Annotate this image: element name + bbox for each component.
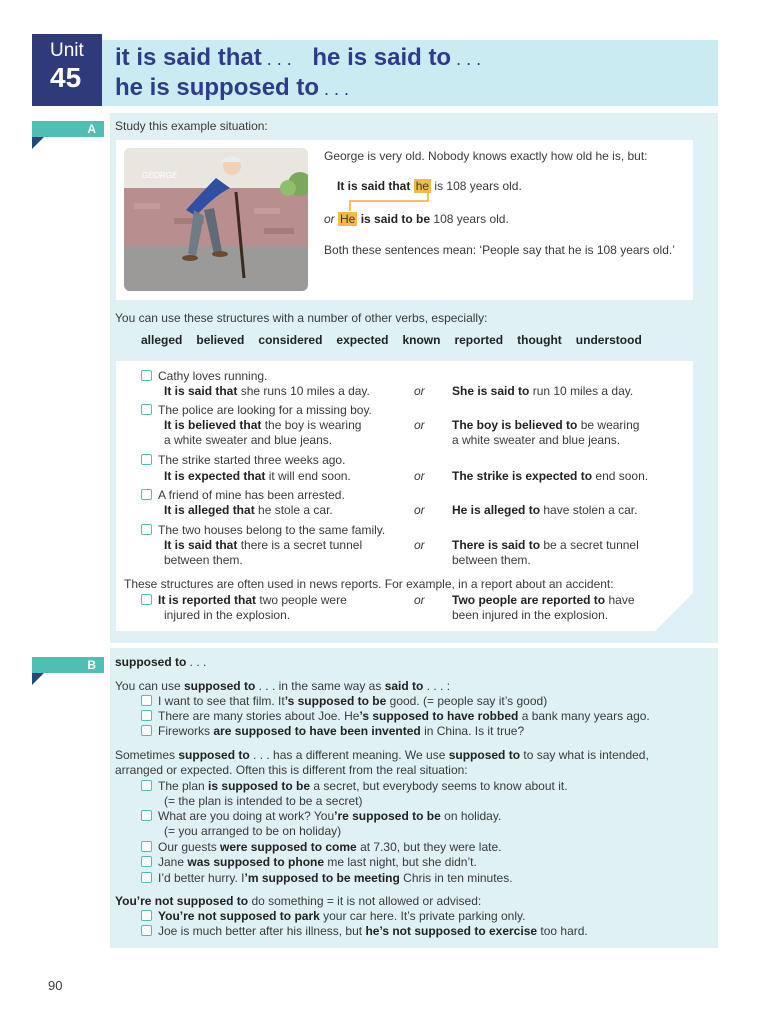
- b2-item: [141, 855, 477, 870]
- p2-d: supposed to: [448, 748, 521, 762]
- context-text: The two houses belong to the same family.: [158, 523, 386, 537]
- verbs-intro: You can use these structures with a number of other verbs, especially:: [115, 311, 488, 325]
- left-rest: it will end soon.: [268, 469, 351, 483]
- ex2-highlight: He: [340, 212, 356, 226]
- unit-label: Unit: [50, 40, 84, 61]
- section-a-letter: A: [87, 122, 96, 136]
- item-c: me last night, but she didn’t.: [324, 855, 477, 869]
- page-title-line1: [115, 44, 481, 72]
- bullet-icon: [141, 925, 152, 936]
- item-c: in China. Is it true?: [420, 724, 525, 738]
- example-row: [141, 369, 267, 384]
- both-mean-text: Both these sentences mean: ‘People say that he is 108 years old.’: [324, 243, 675, 257]
- right-line2: a white sweater and blue jeans.: [452, 433, 621, 447]
- or-word: or: [414, 418, 425, 432]
- left-bold: It is expected that: [164, 469, 266, 483]
- example-left: [164, 538, 362, 553]
- page-number: 90: [48, 978, 63, 993]
- bullet-icon: [141, 594, 152, 605]
- p2-a: Sometimes: [115, 748, 179, 762]
- example-row: [141, 453, 345, 468]
- example-left: [164, 469, 351, 484]
- bullet-icon: [141, 695, 152, 706]
- right-line2: between them.: [452, 553, 531, 567]
- item-b: ’re supposed to be: [334, 809, 441, 823]
- left-line2: injured in the explosion.: [164, 608, 291, 622]
- corner-fold: [655, 593, 695, 633]
- right-rest: end soon.: [595, 469, 649, 483]
- item-c: a bank many years ago.: [518, 709, 650, 723]
- news-example-left: [141, 593, 347, 608]
- right-bold: Two people are reported to: [452, 593, 606, 607]
- title-part-1: it is said that: [115, 44, 262, 71]
- item-a: Jane: [158, 855, 188, 869]
- b-paragraph-2: [115, 748, 649, 763]
- verb-alleged: alleged: [141, 333, 183, 347]
- left-bold: It is reported that: [158, 593, 257, 607]
- or-word: or: [414, 538, 425, 552]
- context-text: A friend of mine has been arrested.: [158, 488, 345, 502]
- verb-considered: considered: [258, 333, 323, 347]
- verbs-list: [141, 333, 656, 348]
- bullet-icon: [141, 725, 152, 736]
- verb-reported: reported: [454, 333, 504, 347]
- george-illustration: [124, 148, 308, 291]
- title-dots-1: . . .: [261, 49, 292, 69]
- example-row: [141, 488, 345, 503]
- right-rest: be wearing: [580, 418, 640, 432]
- p1-b: supposed to: [183, 679, 256, 693]
- example-left: [164, 384, 370, 399]
- connector-line: [340, 193, 440, 213]
- or-word: or: [414, 503, 425, 517]
- bullet-icon: [141, 404, 152, 415]
- bullet-icon: [141, 910, 152, 921]
- example-right: [452, 538, 639, 553]
- news-intro: These structures are often used in news reports. For example, in a report about an accident:: [124, 577, 614, 591]
- bullet-icon: [141, 489, 152, 500]
- or-word: or: [414, 593, 425, 607]
- item-a: The plan: [158, 779, 209, 793]
- example-he-is-said: [324, 212, 509, 227]
- bullet-icon: [141, 710, 152, 721]
- right-rest: be a secret tunnel: [543, 538, 639, 552]
- verb-known: known: [402, 333, 441, 347]
- item-a: There are many stories about Joe. He: [158, 709, 360, 723]
- left-rest: she runs 10 miles a day.: [240, 384, 370, 398]
- p1-e: . . . :: [423, 679, 451, 693]
- right-bold: There is said to: [452, 538, 541, 552]
- section-b-heading: [115, 655, 206, 670]
- example-row: [141, 403, 372, 418]
- right-bold: The boy is believed to: [452, 418, 578, 432]
- item-c: Chris in ten minutes.: [399, 871, 513, 885]
- heading-dots: . . .: [186, 655, 207, 669]
- item-b: were supposed to come: [220, 840, 357, 854]
- left-bold: It is said that: [164, 384, 238, 398]
- or-word: or: [414, 469, 425, 483]
- b3-item: [141, 924, 588, 939]
- context-text: The strike started three weeks ago.: [158, 453, 346, 467]
- old-man-picture: [124, 148, 308, 291]
- right-rest: have stolen a car.: [543, 503, 638, 517]
- right-line2: been injured in the explosion.: [452, 608, 609, 622]
- item-b: ’m supposed to be meeting: [244, 871, 400, 885]
- example-right: [452, 503, 637, 518]
- title-dots-2: . . .: [451, 49, 482, 69]
- example-row: [141, 523, 385, 538]
- left-bold: It is believed that: [164, 418, 262, 432]
- bullet-icon: [141, 524, 152, 535]
- b2-item: [141, 871, 513, 886]
- unit-number: 45: [50, 62, 82, 93]
- verb-believed: believed: [196, 333, 245, 347]
- example-left: [164, 503, 333, 518]
- p3-a: You’re not supposed to: [115, 894, 249, 908]
- left-bold: It is alleged that: [164, 503, 255, 517]
- section-a-tab: [32, 121, 104, 137]
- right-rest: have: [608, 593, 635, 607]
- bullet-icon: [141, 780, 152, 791]
- bullet-icon: [141, 841, 152, 852]
- item-c: good. (= people say it’s good): [386, 694, 548, 708]
- bullet-icon: [141, 454, 152, 465]
- george-label: GEORGE: [142, 171, 178, 180]
- ex1-bold: It is said that: [337, 179, 411, 193]
- ex2-bold: is said to be: [360, 212, 431, 226]
- bullet-icon: [141, 872, 152, 883]
- item-b: ’s supposed to be: [284, 694, 387, 708]
- situation-text: George is very old. Nobody knows exactly how old he is, but:: [324, 149, 648, 163]
- verb-thought: thought: [517, 333, 562, 347]
- bullet-icon: [141, 856, 152, 867]
- section-b-tab: [32, 657, 104, 673]
- b3-item: [141, 909, 525, 924]
- p1-c: . . . in the same way as: [255, 679, 385, 693]
- item-c: your car here. It’s private parking only.: [319, 909, 526, 923]
- left-line2: a white sweater and blue jeans.: [164, 433, 333, 447]
- heading-bold: supposed to: [115, 655, 187, 669]
- example-right: [452, 418, 639, 433]
- item-b: ’s supposed to have robbed: [359, 709, 519, 723]
- b2-item: [141, 779, 568, 794]
- item-c: a secret, but everybody seems to know about it.: [310, 779, 568, 793]
- section-b-letter: B: [87, 658, 96, 672]
- left-rest: he stole a car.: [258, 503, 333, 517]
- unit-badge: [32, 34, 102, 106]
- left-rest: there is a secret tunnel: [240, 538, 363, 552]
- section-a-tab-fold: [32, 137, 44, 149]
- bullet-icon: [141, 810, 152, 821]
- b-paragraph-1: [115, 679, 450, 694]
- example-right: [452, 469, 648, 484]
- p2-e: to say what is intended,: [520, 748, 649, 762]
- news-example-right: [452, 593, 635, 608]
- ex2-or: or: [324, 212, 335, 226]
- item-b: was supposed to phone: [187, 855, 325, 869]
- or-word: or: [414, 384, 425, 398]
- verb-understood: understood: [575, 333, 642, 347]
- item-a: Joe is much better after his illness, but: [158, 924, 366, 938]
- item-c: on holiday.: [440, 809, 502, 823]
- context-text: Cathy loves running.: [158, 369, 268, 383]
- left-rest: two people were: [259, 593, 347, 607]
- title-part-2: he is said to: [312, 44, 452, 71]
- right-bold: He is alleged to: [452, 503, 541, 517]
- item-c: too hard.: [537, 924, 588, 938]
- b1-item: [141, 694, 547, 709]
- item-b: are supposed to have been invented: [213, 724, 421, 738]
- p1-d: said to: [384, 679, 424, 693]
- example-right: [452, 384, 633, 399]
- item-note: (= you arranged to be on holiday): [164, 824, 342, 838]
- right-rest: run 10 miles a day.: [532, 384, 634, 398]
- left-bold: It is said that: [164, 538, 238, 552]
- context-text: The police are looking for a missing boy.: [158, 403, 372, 417]
- title-dots-3: . . .: [319, 79, 350, 99]
- item-note: (= the plan is intended to be a secret): [164, 794, 363, 808]
- item-b: is supposed to be: [208, 779, 311, 793]
- verb-expected: expected: [336, 333, 389, 347]
- b1-item: [141, 709, 650, 724]
- section-a-intro: Study this example situation:: [115, 119, 268, 133]
- page-title-line2: [115, 74, 349, 102]
- ex1-rest: is 108 years old.: [434, 179, 522, 193]
- right-bold: The strike is expected to: [452, 469, 593, 483]
- ex1-highlight: he: [415, 179, 430, 193]
- ex2-rest: 108 years old.: [433, 212, 509, 226]
- item-b: You’re not supposed to park: [158, 909, 320, 923]
- example-left: [164, 418, 361, 433]
- example-it-is-said: [337, 179, 522, 194]
- item-c: at 7.30, but they were late.: [356, 840, 502, 854]
- left-rest: the boy is wearing: [264, 418, 362, 432]
- b1-item: [141, 724, 524, 739]
- item-a: What are you doing at work? You: [158, 809, 335, 823]
- p1-a: You can use: [115, 679, 184, 693]
- p3-b: do something = it is not allowed or advised:: [248, 894, 482, 908]
- item-a: I’d better hurry. I: [158, 871, 245, 885]
- title-part-3: he is supposed to: [115, 74, 320, 101]
- item-a: Fireworks: [158, 724, 214, 738]
- right-bold: She is said to: [452, 384, 530, 398]
- item-a: I want to see that film. It: [158, 694, 285, 708]
- b2-item: [141, 840, 502, 855]
- b2-item: [141, 809, 501, 824]
- p2-c: . . . has a different meaning. We use: [249, 748, 449, 762]
- section-b-tab-fold: [32, 673, 44, 685]
- b-paragraph-2-line2: arranged or expected. Often this is different from the real situation:: [115, 763, 468, 777]
- bullet-icon: [141, 370, 152, 381]
- p2-b: supposed to: [178, 748, 250, 762]
- item-a: Our guests: [158, 840, 221, 854]
- left-line2: between them.: [164, 553, 243, 567]
- item-b: he’s not supposed to exercise: [365, 924, 538, 938]
- b-paragraph-3: [115, 894, 481, 909]
